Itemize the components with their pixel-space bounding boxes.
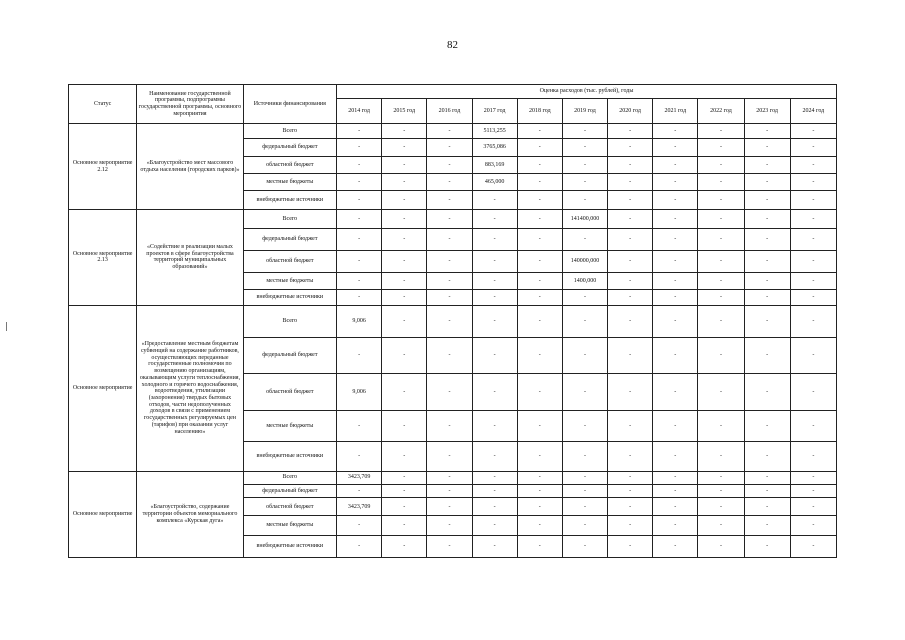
row-value: - [744,516,790,535]
row-value: - [698,498,744,516]
header-year: 2024 год [790,99,836,124]
row-value: - [744,471,790,484]
row-value: - [472,210,517,229]
row-value: - [790,272,836,289]
row-value: - [517,498,562,516]
row-value: - [382,484,427,498]
row-value: - [698,250,744,272]
row-value: - [427,305,472,337]
row-value: - [382,305,427,337]
row-value: - [698,272,744,289]
margin-mark [6,322,7,331]
header-year: 2018 год [517,99,562,124]
row-value: - [608,373,653,410]
row-value: - [562,173,607,190]
row-value: 883,169 [472,156,517,173]
header-funding-source: Источники финансирования [243,85,336,124]
row-value: - [517,441,562,471]
row-program-name: «Содействие в реализации малых проектов в сфере благоустройства территорий муниципальных образований» [137,210,243,306]
row-value: - [608,535,653,557]
row-value: - [427,289,472,305]
row-value: - [472,289,517,305]
row-value: - [382,337,427,373]
row-value: - [608,484,653,498]
table-body [69,124,837,558]
row-value: - [744,156,790,173]
row-value: - [608,289,653,305]
row-value: - [382,138,427,156]
header-status: Статус [69,85,137,124]
row-value: - [337,535,382,557]
row-value: - [517,250,562,272]
row-value: - [337,484,382,498]
table-header [69,85,837,124]
row-value: - [382,173,427,190]
row-value: - [744,229,790,250]
row-value: - [472,373,517,410]
row-value: - [382,471,427,484]
header-year: 2015 год [382,99,427,124]
row-value: - [608,471,653,484]
row-funding-source: Всего [243,471,336,484]
row-value: - [790,337,836,373]
row-value: - [653,305,698,337]
header-year: 2017 год [472,99,517,124]
row-value: - [790,138,836,156]
row-value: - [790,173,836,190]
header-year: 2022 год [698,99,744,124]
header-year: 2021 год [653,99,698,124]
row-value: - [653,516,698,535]
row-funding-source: внебюджетные источники [243,441,336,471]
row-value: - [337,138,382,156]
row-value: - [517,337,562,373]
row-value: - [744,250,790,272]
header-year: 2020 год [608,99,653,124]
row-value: - [382,289,427,305]
row-value: - [427,337,472,373]
row-funding-source: местные бюджеты [243,516,336,535]
row-value: - [698,124,744,139]
row-value: - [744,441,790,471]
row-value: - [562,191,607,210]
row-value: - [517,535,562,557]
row-funding-source: областной бюджет [243,498,336,516]
row-funding-source: федеральный бюджет [243,484,336,498]
row-value: - [337,124,382,139]
row-value: - [382,156,427,173]
row-funding-source: областной бюджет [243,156,336,173]
row-value: - [427,156,472,173]
row-value: - [472,516,517,535]
row-value: - [653,498,698,516]
row-value: - [382,272,427,289]
row-value: - [427,484,472,498]
row-value: - [382,229,427,250]
row-value: - [517,229,562,250]
row-program-name: «Предоставление местным бюджетам субвенций на содержание работников, осуществляющих переданные государственные полномочия по возмещению организациям, оказывающим услуги теплоснабжения, холодного и горячего водоснабжения, водоотведения, утилизации (захоронения) твердых бытовых отходов, части недополученных доходов в связи с применением государственных регулируемых цен (тарифов) при оказании услуг населению» [137,305,243,471]
row-value: - [427,471,472,484]
row-value: - [427,272,472,289]
row-value: - [382,535,427,557]
row-value: - [337,191,382,210]
row-value: 141400,000 [562,210,607,229]
budget-table [68,84,837,558]
row-value: - [653,441,698,471]
row-value: - [790,411,836,442]
row-value: - [653,210,698,229]
row-value: - [698,138,744,156]
row-funding-source: внебюджетные источники [243,289,336,305]
row-value: - [427,138,472,156]
row-value: - [472,471,517,484]
row-value: - [382,250,427,272]
row-value: - [790,535,836,557]
row-value: - [608,173,653,190]
row-value: - [744,535,790,557]
row-value: - [653,471,698,484]
row-value: - [744,498,790,516]
row-value: - [427,516,472,535]
row-value: - [653,337,698,373]
row-value: - [790,229,836,250]
table-row [69,305,837,337]
row-value: - [653,124,698,139]
row-value: - [337,229,382,250]
row-value: 3423,709 [337,498,382,516]
row-value: - [744,210,790,229]
row-value: - [790,471,836,484]
row-value: - [608,498,653,516]
row-value: - [608,156,653,173]
row-funding-source: Всего [243,124,336,139]
row-value: - [517,373,562,410]
row-value: - [653,229,698,250]
row-value: - [517,411,562,442]
row-value: - [608,337,653,373]
row-status: Основное мероприятие [69,471,137,557]
row-value: - [472,272,517,289]
row-value: - [790,516,836,535]
row-value: - [337,250,382,272]
row-value: - [790,373,836,410]
row-status: Основное мероприятие 2.12 [69,124,137,210]
row-value: - [790,484,836,498]
row-value: - [608,138,653,156]
row-value: - [517,173,562,190]
row-value: - [698,289,744,305]
header-year: 2016 год [427,99,472,124]
row-funding-source: федеральный бюджет [243,337,336,373]
row-value: - [382,373,427,410]
row-value: - [337,337,382,373]
row-value: - [608,124,653,139]
row-value: - [698,471,744,484]
row-value: 3423,709 [337,471,382,484]
row-value: - [517,138,562,156]
row-value: - [517,516,562,535]
row-value: - [562,156,607,173]
row-value: - [562,337,607,373]
row-value: 9,006 [337,305,382,337]
row-funding-source: областной бюджет [243,250,336,272]
row-value: - [382,191,427,210]
row-value: - [517,471,562,484]
row-value: - [427,498,472,516]
row-value: - [427,173,472,190]
page-number: 82 [447,39,458,51]
row-value: 465,000 [472,173,517,190]
row-value: - [744,124,790,139]
row-value: - [427,373,472,410]
row-value: - [427,535,472,557]
row-value: - [382,411,427,442]
row-value: - [472,535,517,557]
row-value: - [698,173,744,190]
row-value: - [472,305,517,337]
row-funding-source: Всего [243,210,336,229]
row-value: - [517,191,562,210]
row-value: - [337,441,382,471]
row-value: - [517,272,562,289]
row-value: - [698,516,744,535]
row-value: - [790,305,836,337]
table-row [69,124,837,139]
row-value: - [608,516,653,535]
row-value: - [562,498,607,516]
row-value: - [562,484,607,498]
row-value: - [744,337,790,373]
row-value: - [562,441,607,471]
row-value: - [562,289,607,305]
row-value: 1400,000 [562,272,607,289]
row-funding-source: федеральный бюджет [243,229,336,250]
row-value: - [517,289,562,305]
row-value: - [790,191,836,210]
row-status: Основное мероприятие 2.13 [69,210,137,306]
row-value: - [698,210,744,229]
row-value: - [653,191,698,210]
row-value: - [562,305,607,337]
row-value: - [653,289,698,305]
row-value: - [608,210,653,229]
row-value: - [744,289,790,305]
row-value: - [698,484,744,498]
row-value: - [790,289,836,305]
row-value: - [698,229,744,250]
row-value: - [744,272,790,289]
row-value: - [790,156,836,173]
row-value: 9,006 [337,373,382,410]
row-value: - [382,516,427,535]
row-value: - [427,210,472,229]
row-value: - [790,250,836,272]
row-value: - [744,138,790,156]
row-value: - [562,471,607,484]
row-value: - [562,124,607,139]
row-value: - [608,191,653,210]
row-value: - [698,156,744,173]
row-value: - [517,156,562,173]
header-year: 2023 год [744,99,790,124]
row-value: - [653,373,698,410]
row-value: - [427,191,472,210]
row-value: - [382,210,427,229]
row-value: - [744,305,790,337]
row-value: - [337,411,382,442]
row-value: - [608,250,653,272]
row-value: - [472,498,517,516]
row-value: - [653,272,698,289]
row-value: - [790,210,836,229]
row-status: Основное мероприятие [69,305,137,471]
row-value: 3765,086 [472,138,517,156]
row-value: - [472,441,517,471]
table-row [69,210,837,229]
row-value: - [698,535,744,557]
row-value: - [698,441,744,471]
row-value: - [337,272,382,289]
row-value: - [608,441,653,471]
row-value: - [653,156,698,173]
row-value: - [562,138,607,156]
row-value: - [472,191,517,210]
row-value: - [472,250,517,272]
row-value: - [337,289,382,305]
row-value: - [698,305,744,337]
row-program-name: «Благоустройство, содержание территории объектов мемориального комплекса «Курская дуга» [137,471,243,557]
row-value: - [608,229,653,250]
row-value: - [790,124,836,139]
row-value: - [517,484,562,498]
row-value: 5113,255 [472,124,517,139]
row-value: - [517,210,562,229]
header-year: 2019 год [562,99,607,124]
row-value: - [653,173,698,190]
row-funding-source: внебюджетные источники [243,191,336,210]
row-funding-source: местные бюджеты [243,272,336,289]
row-value: - [472,229,517,250]
row-value: - [472,411,517,442]
row-value: - [337,156,382,173]
row-funding-source: внебюджетные источники [243,535,336,557]
row-funding-source: Всего [243,305,336,337]
row-value: - [608,305,653,337]
row-value: - [653,250,698,272]
row-value: - [608,411,653,442]
row-value: - [562,229,607,250]
header-program-name: Наименование государственной программы, подпрограммы государственной программы, основного мероприятия [137,85,243,124]
row-value: - [653,535,698,557]
row-funding-source: местные бюджеты [243,173,336,190]
row-value: - [608,272,653,289]
row-value: - [472,337,517,373]
row-value: - [562,516,607,535]
row-value: - [562,535,607,557]
row-value: - [427,124,472,139]
row-value: - [562,411,607,442]
row-value: - [698,191,744,210]
row-value: - [427,250,472,272]
row-value: - [698,337,744,373]
row-value: 140000,000 [562,250,607,272]
row-value: - [790,498,836,516]
row-value: - [698,411,744,442]
row-value: - [517,124,562,139]
row-value: - [744,411,790,442]
row-value: - [427,229,472,250]
row-funding-source: федеральный бюджет [243,138,336,156]
row-value: - [382,498,427,516]
row-value: - [472,484,517,498]
row-value: - [562,373,607,410]
row-funding-source: областной бюджет [243,373,336,410]
row-value: - [653,484,698,498]
row-value: - [427,441,472,471]
row-value: - [337,516,382,535]
row-value: - [653,138,698,156]
row-value: - [382,124,427,139]
row-value: - [744,373,790,410]
header-estimate: Оценка расходов (тыс. рублей), годы [337,85,837,99]
row-value: - [427,411,472,442]
row-value: - [337,173,382,190]
row-value: - [790,441,836,471]
row-funding-source: местные бюджеты [243,411,336,442]
row-value: - [744,484,790,498]
row-program-name: «Благоустройство мест массового отдыха населения (городских парков)» [137,124,243,210]
table-row [69,471,837,484]
header-year: 2014 год [337,99,382,124]
row-value: - [744,191,790,210]
row-value: - [517,305,562,337]
row-value: - [653,411,698,442]
row-value: - [744,173,790,190]
row-value: - [337,210,382,229]
row-value: - [382,441,427,471]
row-value: - [698,373,744,410]
